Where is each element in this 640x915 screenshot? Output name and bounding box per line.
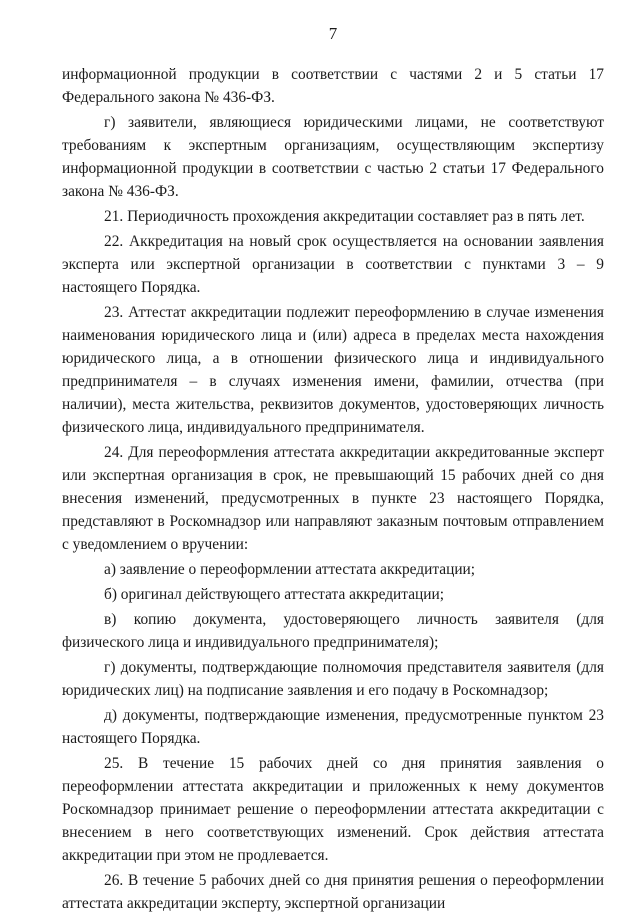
paragraph-23: 23. Аттестат аккредитации подлежит переоформлению в случае изменения наименования юридического лица и (или) адреса в пределах места нахождения юридического лица, а в отношении физического лица и индивидуального предпринимателя – в случаях изменения имени, фамилии, отчества (при наличии), места жительства, реквизитов документов, удостоверяющих личность физического лица, индивидуального предпринимателя.	[62, 304, 604, 436]
page-number: 7	[328, 24, 338, 43]
document-body	[62, 63, 604, 915]
list-item-b: б) оригинал действующего аттестата аккредитации;	[104, 586, 445, 603]
list-item-v: в) копию документа, удостоверяющего личность заявителя (для физического лица и индивидуального предпринимателя);	[62, 611, 604, 651]
list-item-g: г) документы, подтверждающие полномочия представителя заявителя (для юридических лиц) на подписание заявления и его подачу в Роскомнадзор;	[62, 659, 604, 699]
paragraph-25: 25. В течение 15 рабочих дней со дня принятия заявления о переоформлении аттестата аккредитации и приложенных к нему документов Роскомнадзор принимает решение о переоформлении аттестата аккредитации с внесением в него соответствующих изменений. Срок действия аттестата аккредитации при этом не продлевается.	[62, 755, 604, 864]
paragraph-22: 22. Аккредитация на новый срок осуществляется на основании заявления эксперта или экспертной организации в соответствии с пунктами 3 – 9 настоящего Порядка.	[62, 233, 604, 296]
paragraph-continuation: информационной продукции в соответствии с частями 2 и 5 статьи 17 Федерального закона № 436-ФЗ.	[62, 66, 604, 106]
paragraph-item-g: г) заявители, являющиеся юридическими лицами, не соответствуют требованиям к экспертным организациям, осуществляющим экспертизу информационной продукции в соответствии с частью 2 статьи 17 Федерального закона № 436-ФЗ.	[62, 114, 604, 200]
paragraph-24: 24. Для переоформления аттестата аккредитации аккредитованные эксперт или экспертная организация в срок, не превышающий 15 рабочих дней со дня внесения изменений, предусмотренных в пункте 23 настоящего Порядка, представляют в Роскомнадзор или направляют заказным почтовым отправлением с уведомлением о вручении:	[62, 444, 604, 553]
list-item-d: д) документы, подтверждающие изменения, предусмотренные пунктом 23 настоящего Порядка.	[62, 707, 604, 747]
paragraph-26: 26. В течение 5 рабочих дней со дня принятия решения о переоформлении аттестата аккредитации эксперту, экспертной организации	[62, 872, 604, 912]
list-item-a: а) заявление о переоформлении аттестата аккредитации;	[104, 561, 476, 578]
paragraph-21: 21. Периодичность прохождения аккредитации составляет раз в пять лет.	[104, 208, 585, 225]
